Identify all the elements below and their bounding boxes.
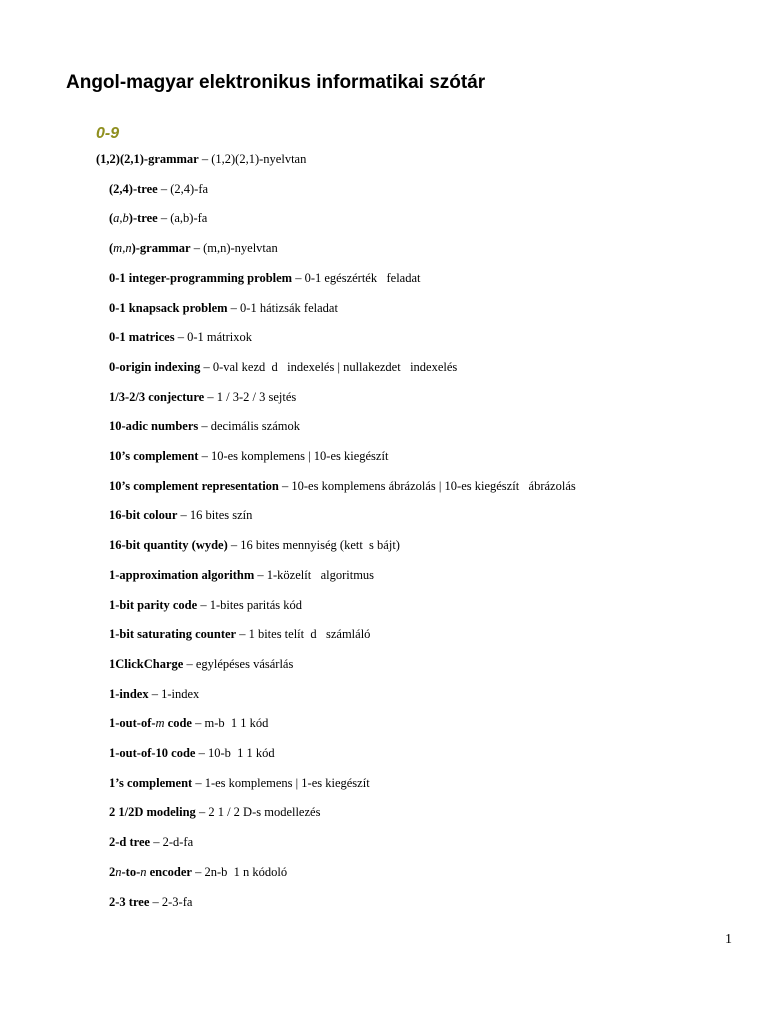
entry-term	[109, 835, 150, 849]
entry-definition: – 10-es komplemens ábrázolás | 10-es kiegészít ábrázolás	[278, 478, 576, 493]
entry-term	[109, 508, 177, 522]
dictionary-entry	[109, 329, 252, 345]
term-text: (	[109, 241, 114, 256]
term-text: )-grammar	[131, 241, 191, 256]
section-heading: 0-9	[96, 125, 120, 142]
term-text: 1ClickCharge	[109, 656, 184, 671]
entry-term	[109, 687, 149, 701]
entry-definition: – 2-3-fa	[149, 894, 193, 909]
entry-term	[109, 271, 292, 285]
page-title: Angol-magyar elektronikus informatikai szótár	[66, 72, 486, 93]
entry-term	[109, 330, 175, 344]
entry-term	[109, 301, 228, 315]
dictionary-entry	[109, 597, 302, 613]
entry-term	[109, 895, 149, 909]
dictionary-entry	[109, 567, 374, 583]
term-text: 10-adic numbers	[109, 419, 199, 434]
dictionary-entry	[109, 418, 300, 434]
dictionary-entry	[109, 775, 370, 791]
entry-term	[109, 627, 236, 641]
dictionary-entry	[109, 240, 278, 256]
dictionary-entry	[109, 181, 208, 197]
entry-term	[109, 479, 279, 493]
term-text: 2	[109, 864, 116, 879]
term-text: 0-1 matrices	[109, 330, 175, 345]
entry-term	[109, 182, 158, 196]
entry-definition: – decimális számok	[198, 419, 300, 434]
entry-definition: – (2,4)-fa	[157, 181, 209, 196]
entry-term	[109, 865, 192, 879]
term-text: 1-bit saturating counter	[109, 627, 237, 642]
entry-term	[109, 776, 192, 790]
term-text: encoder	[146, 864, 192, 879]
entry-definition: – 1-bites paritás kód	[197, 597, 303, 612]
entry-term	[109, 211, 158, 225]
term-text: 1-out-of-10 code	[109, 746, 196, 760]
entry-definition: – 10-es komplemens | 10-es kiegészít	[198, 449, 389, 463]
term-text: 0-1 integer-programming problem	[109, 270, 293, 285]
term-text: 0-1 knapsack problem	[109, 300, 228, 315]
term-text: 16-bit colour	[109, 508, 178, 523]
term-text: 1/3-2/3 conjecture	[109, 389, 205, 404]
dictionary-entry	[109, 745, 275, 761]
entry-term	[109, 449, 198, 463]
entry-term	[96, 152, 199, 166]
dictionary-entry	[109, 834, 193, 850]
term-variable: a,b	[113, 211, 129, 226]
dictionary-entry	[109, 359, 457, 375]
entry-term	[109, 657, 183, 671]
term-text: (1,2)(2,1)-grammar	[96, 152, 199, 166]
dictionary-entry	[109, 537, 400, 553]
dictionary-entry	[109, 864, 287, 880]
entry-definition: – 16 bites szín	[177, 508, 253, 523]
entry-definition: – 10-b 1 1 kód	[195, 746, 275, 760]
term-text: 1-approximation algorithm	[109, 567, 255, 582]
entry-definition: – m-b 1 1 kód	[191, 716, 269, 731]
entry-definition: – (1,2)(2,1)-nyelvtan	[198, 152, 307, 166]
entry-term	[109, 805, 196, 819]
term-text: (2,4)-tree	[109, 181, 158, 196]
entry-term	[109, 419, 198, 433]
term-text: 1-out-of-	[109, 716, 156, 731]
term-text: )-tree	[128, 211, 158, 226]
term-variable: n	[115, 864, 122, 879]
term-variable: n	[140, 864, 147, 879]
entry-definition: – 1 / 3-2 / 3 sejtés	[204, 389, 297, 404]
entry-definition: – (a,b)-fa	[157, 211, 208, 226]
term-variable: m	[155, 716, 165, 731]
entry-definition: – 2n-b 1 n kódoló	[191, 864, 288, 879]
dictionary-entry	[109, 300, 338, 316]
term-text: 16-bit quantity (wyde)	[109, 538, 228, 553]
entry-term	[109, 746, 195, 760]
entry-definition: – 2-d-fa	[150, 835, 194, 850]
term-text: 1’s complement	[109, 775, 193, 790]
term-text: (	[109, 211, 114, 226]
entry-definition: – 0-val kezd d indexelés | nullakezdet indexelés	[200, 359, 458, 374]
entry-term	[109, 241, 191, 255]
dictionary-entry	[109, 448, 388, 464]
entry-term	[109, 390, 204, 404]
dictionary-entry	[109, 626, 370, 642]
entry-term	[109, 538, 228, 552]
entry-definition: – 1-index	[148, 686, 200, 701]
term-text: 10’s complement representation	[109, 478, 279, 493]
term-text: code	[164, 716, 192, 731]
entry-definition: – 0-1 egészérték feladat	[292, 270, 421, 285]
entry-definition: – (m,n)-nyelvtan	[190, 241, 278, 256]
dictionary-entry	[109, 389, 296, 405]
term-text: 2 1/2D modeling	[109, 805, 196, 820]
page-number: 1	[725, 932, 732, 947]
entry-term	[109, 598, 197, 612]
dictionary-entry	[109, 656, 293, 672]
dictionary-entry	[109, 894, 192, 910]
entry-term	[109, 568, 254, 582]
entry-definition: – 2 1 / 2 D-s modellezés	[195, 805, 321, 820]
entry-definition: – 1 bites telít d számláló	[236, 627, 371, 642]
entry-term	[109, 360, 200, 374]
term-text: 2-3 tree	[109, 894, 150, 909]
dictionary-entry	[109, 686, 199, 702]
term-text: -to-	[121, 864, 141, 879]
entry-definition: – 1-es komplemens | 1-es kiegészít	[192, 775, 370, 790]
term-text: 1-index	[109, 686, 149, 701]
dictionary-entry	[109, 478, 576, 494]
term-text: 1-bit parity code	[109, 597, 198, 612]
term-text: 2-d tree	[109, 835, 151, 850]
dictionary-entry	[96, 151, 306, 167]
dictionary-entry	[109, 507, 252, 523]
dictionary-entry	[109, 715, 268, 731]
term-text: 0-origin indexing	[109, 359, 201, 374]
entry-term	[109, 716, 192, 730]
term-variable: m,n	[113, 241, 132, 256]
entry-definition: – 1-közelít algoritmus	[254, 567, 375, 582]
dictionary-entry	[109, 210, 207, 226]
entry-definition: – 16 bites mennyiség (kett s bájt)	[227, 538, 400, 553]
entry-definition: – 0-1 mátrixok	[174, 330, 253, 345]
entry-definition: – 0-1 hátizsák feladat	[227, 300, 338, 315]
term-text: 10’s complement	[109, 449, 199, 463]
dictionary-entry	[109, 270, 420, 286]
dictionary-entry	[109, 804, 320, 820]
entry-definition: – egylépéses vásárlás	[183, 656, 294, 671]
